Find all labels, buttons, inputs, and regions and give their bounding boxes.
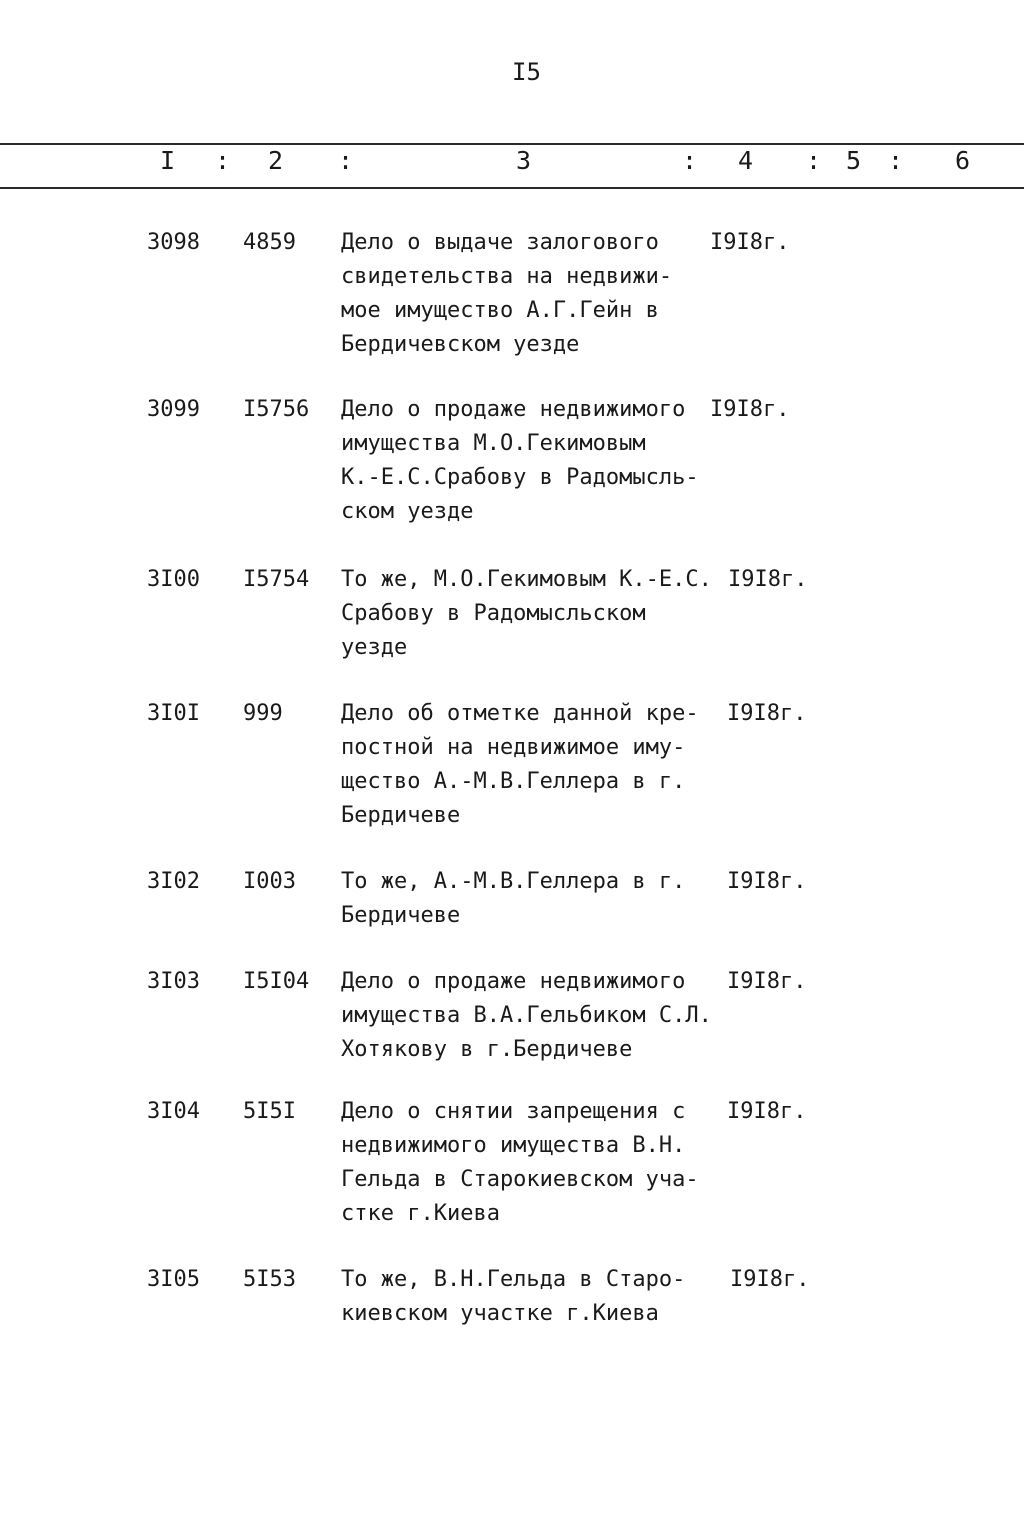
inventory-number: 3I00 bbox=[147, 567, 200, 592]
column-number-1: I bbox=[160, 146, 176, 175]
inventory-number: 3I04 bbox=[147, 1099, 200, 1124]
description-line: недвижимого имущества В.Н. bbox=[341, 1133, 686, 1158]
case-description bbox=[341, 226, 731, 362]
description-line: свидетельства на недвижи- bbox=[341, 264, 673, 289]
case-year: I9I8г. bbox=[728, 567, 808, 592]
old-number: I5754 bbox=[243, 567, 310, 592]
description-line: Хотякову в г.Бердичеве bbox=[341, 1037, 633, 1062]
description-line: киевском участке г.Киева bbox=[341, 1301, 659, 1326]
description-line: То же, В.Н.Гельда в Старо- bbox=[341, 1267, 686, 1292]
description-line: Гельда в Старокиевском уча- bbox=[341, 1167, 699, 1192]
page-number: I5 bbox=[512, 58, 541, 86]
description-line: мое имущество А.Г.Гейн в bbox=[341, 298, 659, 323]
column-number-2: 2 bbox=[268, 146, 284, 175]
old-number: 5I53 bbox=[243, 1267, 296, 1292]
description-line: То же, А.-М.В.Геллера в г. bbox=[341, 869, 686, 894]
inventory-number: 3I05 bbox=[147, 1267, 200, 1292]
case-description bbox=[341, 1095, 731, 1231]
column-separator: : bbox=[888, 146, 904, 175]
old-number: 5I5I bbox=[243, 1099, 296, 1124]
description-line: уезде bbox=[341, 635, 408, 660]
description-line: Бердичеве bbox=[341, 903, 461, 928]
old-number: I5I04 bbox=[243, 969, 310, 994]
column-number-4: 4 bbox=[738, 146, 754, 175]
description-line: То же, М.О.Гекимовым К.-Е.С. bbox=[341, 567, 712, 592]
inventory-number: 3098 bbox=[147, 230, 200, 255]
case-description bbox=[341, 697, 731, 833]
column-number-3: 3 bbox=[516, 146, 532, 175]
description-line: щество А.-М.В.Геллера в г. bbox=[341, 769, 686, 794]
case-description bbox=[341, 393, 731, 529]
description-line: Дело о снятии запрещения с bbox=[341, 1099, 686, 1124]
description-line: Дело о продаже недвижимого bbox=[341, 969, 686, 994]
description-line: Дело о выдаче залогового bbox=[341, 230, 659, 255]
description-line: К.-Е.С.Срабову в Радомысль- bbox=[341, 465, 699, 490]
old-number: 4859 bbox=[243, 230, 296, 255]
case-year: I9I8г. bbox=[727, 869, 807, 894]
header-rule-bottom bbox=[0, 187, 1024, 189]
description-line: Дело об отметке данной кре- bbox=[341, 701, 699, 726]
case-description bbox=[341, 865, 731, 933]
description-line: Срабову в Радомысльском bbox=[341, 601, 646, 626]
column-separator: : bbox=[682, 146, 698, 175]
column-separator: : bbox=[806, 146, 822, 175]
description-line: ском уезде bbox=[341, 499, 474, 524]
column-separator: : bbox=[338, 146, 354, 175]
inventory-number: 3I0I bbox=[147, 701, 200, 726]
case-description bbox=[341, 1263, 731, 1331]
case-year: I9I8г. bbox=[727, 701, 807, 726]
column-number-5: 5 bbox=[846, 146, 862, 175]
header-rule-top bbox=[0, 143, 1024, 145]
case-year: I9I8г. bbox=[710, 397, 790, 422]
case-year: I9I8г. bbox=[710, 230, 790, 255]
old-number: I5756 bbox=[243, 397, 310, 422]
old-number: I003 bbox=[243, 869, 296, 894]
case-description bbox=[341, 563, 731, 665]
inventory-number: 3I03 bbox=[147, 969, 200, 994]
inventory-number: 3I02 bbox=[147, 869, 200, 894]
description-line: Дело о продаже недвижимого bbox=[341, 397, 686, 422]
description-line: Бердичеве bbox=[341, 803, 461, 828]
case-year: I9I8г. bbox=[727, 1099, 807, 1124]
case-year: I9I8г. bbox=[727, 969, 807, 994]
description-line: стке г.Киева bbox=[341, 1201, 500, 1226]
description-line: Бердичевском уезде bbox=[341, 332, 580, 357]
old-number: 999 bbox=[243, 701, 283, 726]
description-line: постной на недвижимое иму- bbox=[341, 735, 686, 760]
column-number-6: 6 bbox=[955, 146, 971, 175]
case-year: I9I8г. bbox=[730, 1267, 810, 1292]
description-line: имущества В.А.Гельбиком С.Л. bbox=[341, 1003, 712, 1028]
case-description bbox=[341, 965, 731, 1067]
column-separator: : bbox=[215, 146, 231, 175]
description-line: имущества М.О.Гекимовым bbox=[341, 431, 646, 456]
inventory-number: 3099 bbox=[147, 397, 200, 422]
